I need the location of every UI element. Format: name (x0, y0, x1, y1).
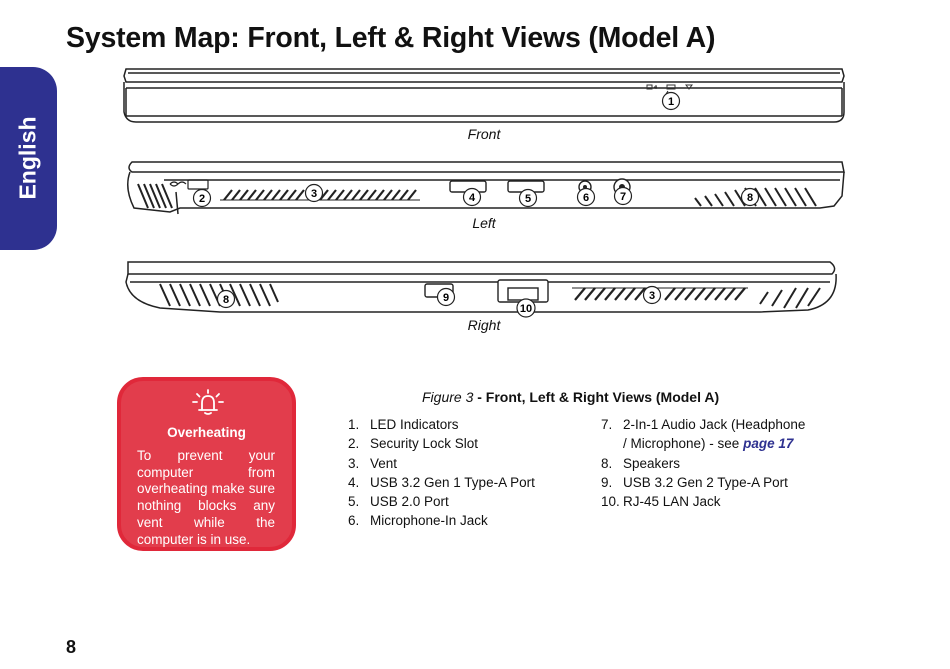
page-title: System Map: Front, Left & Right Views (Model A) (66, 22, 716, 54)
legend-list-right (601, 415, 811, 511)
list-item: 10. RJ-45 LAN Jack (601, 494, 721, 510)
callout-number: 1 (667, 96, 675, 108)
right-callout-10 (515, 298, 537, 318)
callout-number: 8 (746, 192, 754, 204)
callout-number: 2 (198, 193, 206, 205)
callout-number: 3 (648, 290, 656, 302)
list-item: 6. Microphone-In Jack (348, 513, 488, 529)
legend-list-left (348, 415, 535, 531)
left-callout-7 (613, 186, 633, 206)
overheating-warning-box (117, 377, 296, 551)
callout-number: 4 (468, 192, 476, 204)
language-tab-label: English (14, 116, 41, 200)
page-number: 8 (66, 637, 77, 657)
warning-title: Overheating (167, 425, 246, 440)
right-grille-right (760, 288, 820, 308)
front-view-drawing (120, 66, 850, 128)
language-tab (0, 67, 57, 250)
callout-number: 3 (310, 188, 318, 200)
figure-caption-text: - Front, Left & Right Views (Model A) (473, 389, 720, 405)
page-17-link[interactable]: page 17 (743, 436, 794, 452)
left-grille-front (138, 184, 172, 208)
front-callout-1 (661, 91, 681, 111)
right-callout-9 (436, 287, 456, 307)
callout-number: 10 (519, 303, 533, 315)
right-callout-3 (642, 285, 662, 305)
warning-text: To prevent your computer from overheating make sure nothing blocks any vent while the computer is in use. (137, 448, 275, 547)
callout-number: 5 (524, 193, 532, 205)
left-callout-8 (740, 187, 760, 207)
list-item: 2. Security Lock Slot (348, 436, 479, 452)
callout-number: 8 (222, 294, 230, 306)
callout-number: 6 (582, 192, 590, 204)
callout-number: 7 (619, 191, 627, 203)
left-callout-4 (462, 187, 482, 207)
left-callout-2 (192, 188, 212, 208)
list-item: 7. 2-In-1 Audio Jack (Headphone / Microphone) - see page 17 (601, 417, 806, 452)
left-view-label: Left (472, 215, 496, 231)
list-item: 1. LED Indicators (348, 417, 459, 432)
figure-caption (422, 389, 719, 405)
list-item: 5. USB 2.0 Port (348, 494, 449, 510)
figure-number: Figure 3 (422, 389, 474, 405)
right-view-label: Right (467, 317, 501, 333)
callout-number: 9 (442, 292, 450, 304)
left-callout-3 (304, 183, 324, 203)
overheating-alert-icon (191, 389, 225, 415)
list-item: 4. USB 3.2 Gen 1 Type-A Port (348, 474, 535, 490)
list-item: 8. Speakers (601, 455, 681, 471)
list-item: 3. Vent (348, 455, 398, 471)
left-callout-5 (518, 188, 538, 208)
front-view-label: Front (467, 126, 501, 142)
right-callout-8 (216, 289, 236, 309)
list-item: 9. USB 3.2 Gen 2 Type-A Port (601, 474, 788, 490)
left-callout-6 (576, 187, 596, 207)
